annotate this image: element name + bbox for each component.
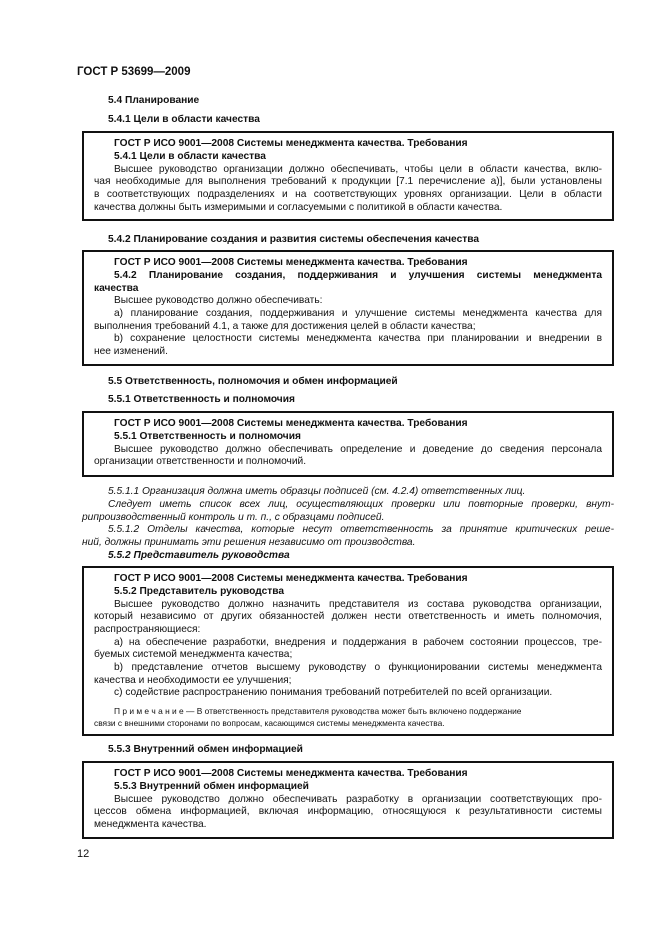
section-5-5-3-title: 5.5.3 Внутренний обмен информацией — [108, 744, 303, 755]
box-subtitle: 5.4.1 Цели в области качества — [114, 151, 266, 162]
clause-5-5-1-2: 5.5.1.2 Отделы качества, которые несут ответственность за принятие критических реше- — [108, 524, 614, 535]
standard-reference: ГОСТ Р ИСО 9001—2008 Системы менеджмента качества. Требования — [114, 573, 468, 584]
standard-quote-box-5-5-3 — [82, 761, 614, 839]
clause-text-line: рипроизводственный контроль и т. п., с образцами подписей. — [82, 512, 385, 523]
box-text-line: c) содействие распространению понимания требований потребителей по всей организации. — [114, 687, 553, 698]
section-5-5-2-title: 5.5.2 Представитель руководства — [108, 550, 290, 561]
clause-text-line: ний, должны принимать эти решения независимо от производства. — [82, 537, 416, 548]
box-text-line: Высшее руководство должно назначить представителя из состава руководства организации, — [114, 599, 602, 610]
box-text-line: b) сохранение целостности системы менеджмента качества при планировании и внедрении в — [114, 333, 602, 344]
box-text-line: чая необходимые для выполнения требований к продукции [7.1 перечисление а)], были установлены — [94, 176, 602, 187]
box-text-line: буемых системой менеджмента качества; — [94, 649, 293, 660]
section-5-4-1-title: 5.4.1 Цели в области качества — [108, 114, 260, 125]
standard-quote-box-5-4-1 — [82, 131, 614, 221]
box-text-line: b) представление отчетов высшему руководству о функционировании системы менеджмента — [114, 662, 602, 673]
section-5-5-1-title: 5.5.1 Ответственность и полномочия — [108, 394, 295, 405]
box-subtitle: 5.4.2 Планирование создания, поддерживания и улучшения системы менеджмента — [114, 270, 602, 281]
standard-quote-box-5-5-1 — [82, 411, 614, 477]
box-text-line: Высшее руководство должно обеспечивать: — [114, 295, 323, 306]
box-text-line: Высшее руководство должно обеспечивать определение и доведение до сведения персонала — [114, 444, 602, 455]
box-text-line: организации ответственности и полномочий. — [94, 456, 307, 467]
box-subtitle-cont: качества — [94, 283, 139, 294]
box-text-line: выполнения требований 4.1, а также для достижения целей в области качества; — [94, 321, 476, 332]
box-text-line: a) планирование создания, поддерживания и улучшение системы менеджмента качества для — [114, 308, 602, 319]
clause-5-5-1-1: 5.5.1.1 Организация должна иметь образцы подписей (см. 4.2.4) ответственных лиц. — [108, 486, 526, 497]
standard-reference: ГОСТ Р ИСО 9001—2008 Системы менеджмента качества. Требования — [114, 138, 468, 149]
box-text-line: распространяющиеся: — [94, 624, 201, 635]
section-5-4-2-title: 5.4.2 Планирование создания и развития системы обеспечения качества — [108, 234, 480, 245]
box-subtitle: 5.5.2 Представитель руководства — [114, 586, 285, 597]
standard-reference: ГОСТ Р ИСО 9001—2008 Системы менеджмента качества. Требования — [114, 257, 468, 268]
box-note-line: связи с внешними сторонами по вопросам, касающимся системы менеджмента качества. — [94, 718, 445, 728]
box-text-line: цессов обмена информацией, включая информацию, относящуюся к результативности системы — [94, 806, 602, 817]
box-note-line: П р и м е ч а н и е — В ответственность представителя руководства может быть включено поддержание — [114, 706, 522, 716]
box-text-line: качества должны быть измеримыми и согласуемыми с политикой в области качества. — [94, 202, 503, 213]
clause-text-line: Следует иметь список всех лиц, осуществляющих проверки или повторные проверки, внут- — [108, 499, 614, 510]
section-5-4-title: 5.4 Планирование — [108, 95, 200, 106]
box-text-line: Высшее руководство организации должно обеспечивать, чтобы цели в области качества, вклю- — [114, 164, 602, 175]
standard-quote-box-5-5-2 — [82, 566, 614, 736]
box-text-line: который независимо от других обязанностей должен нести ответственность и иметь полномочия, — [94, 611, 602, 622]
box-subtitle: 5.5.1 Ответственность и полномочия — [114, 431, 301, 442]
section-5-5-title: 5.5 Ответственность, полномочия и обмен информацией — [108, 376, 398, 387]
standard-reference: ГОСТ Р ИСО 9001—2008 Системы менеджмента качества. Требования — [114, 768, 468, 779]
box-text-line: менеджмента качества. — [94, 819, 207, 830]
box-text-line: в соответствующих подразделениях и на соответствующих уровнях организации. Цели в области — [94, 189, 602, 200]
standard-reference: ГОСТ Р ИСО 9001—2008 Системы менеджмента качества. Требования — [114, 418, 468, 429]
document-header: ГОСТ Р 53699—2009 — [77, 66, 191, 78]
box-text-line: a) на обеспечение разработки, внедрения и поддержания в рабочем состоянии процессов, тре- — [114, 637, 602, 648]
standard-quote-box-5-4-2 — [82, 250, 614, 366]
box-text-line: качества и необходимости ее улучшения; — [94, 675, 292, 686]
page-number: 12 — [77, 848, 90, 860]
box-text-line: нее изменений. — [94, 346, 168, 357]
box-text-line: Высшее руководство должно обеспечивать разработку в организации соответствующих про- — [114, 794, 602, 805]
box-subtitle: 5.5.3 Внутренний обмен информацией — [114, 781, 309, 792]
